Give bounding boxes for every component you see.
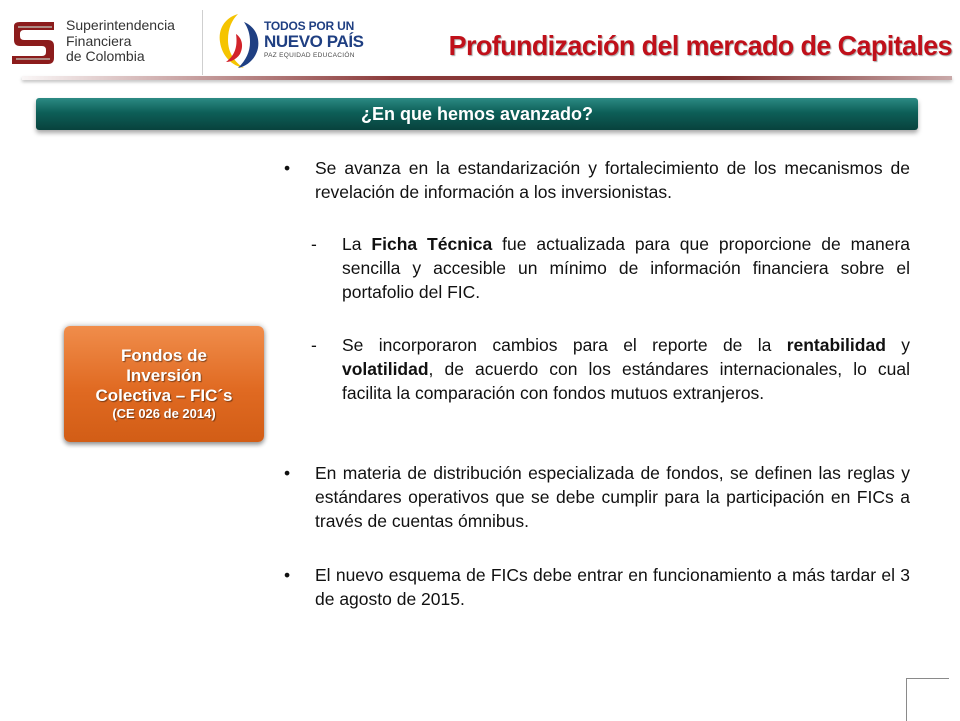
gov-slogan-line-2: NUEVO PAÍS	[264, 32, 364, 51]
gov-emblem-icon	[214, 12, 262, 70]
page-title: Profundización del mercado de Capitales	[448, 30, 952, 61]
bullet-glyph: •	[284, 158, 291, 178]
sub2-pre: Se incorporaron cambios para el reporte de la	[342, 335, 787, 355]
fic-box-line-1: Fondos de	[121, 346, 207, 365]
todos-por-un-nuevo-pais-logo	[214, 10, 374, 76]
sub2-mid: y	[885, 335, 910, 355]
bullet-item-1	[284, 156, 910, 204]
sub2-post: , de acuerdo con los estándares internacionales, lo cual facilita la comparación con fondos mutuos extranjeros.	[342, 359, 910, 403]
bullet-glyph: •	[284, 463, 291, 483]
fic-topic-box	[64, 326, 264, 442]
dash-glyph: -	[311, 335, 317, 355]
sub-item-1	[311, 232, 910, 304]
sub1-pre: La	[342, 234, 372, 254]
sub-text-1	[342, 232, 910, 304]
fic-box-line-2: Inversión	[126, 366, 202, 385]
bullet-text-2: En materia de distribución especializada de fondos, se definen las reglas y estándares operativos que se debe cumplir para la participación en FICs a través de cuentas ómnibus.	[315, 463, 910, 531]
superfinanciera-logo	[8, 18, 188, 74]
superfinanciera-s-icon	[8, 18, 58, 68]
bullet-text-1: Se avanza en la estandarización y fortalecimiento de los mecanismos de revelación de información a los inversionistas.	[315, 158, 910, 202]
gov-slogan-line-1: TODOS POR UN	[264, 19, 355, 33]
sub-text-2	[342, 333, 910, 405]
sfc-line-3: de Colombia	[66, 48, 145, 64]
sub1-bold: Ficha Técnica	[371, 234, 493, 254]
gov-slogan-line-3: PAZ EQUIDAD EDUCACIÓN	[264, 52, 355, 59]
sub2-bold-2: volatilidad	[342, 359, 429, 379]
superfinanciera-name	[66, 18, 186, 65]
corner-frame-mark	[906, 678, 949, 721]
dash-glyph: -	[311, 234, 317, 254]
bullet-item-3	[284, 563, 910, 611]
fic-box-line-3: Colectiva – FIC´s	[95, 386, 233, 405]
bullet-glyph: •	[284, 565, 291, 585]
fic-box-subtitle: (CE 026 de 2014)	[112, 406, 216, 421]
sub-item-2	[311, 333, 910, 405]
bullet-text-3: El nuevo esquema de FICs debe entrar en funcionamiento a más tardar el 3 de agosto de 2015.	[315, 565, 910, 609]
sub1-post: fue actualizada para que proporcione de manera sencilla y accesible un mínimo de información financiera sobre el portafolio del FIC.	[342, 234, 911, 302]
sub2-bold-1: rentabilidad	[786, 335, 886, 355]
sfc-line-1: Superintendencia	[66, 17, 175, 33]
logo-divider	[202, 10, 203, 75]
gov-slogan	[264, 20, 374, 60]
title-underline	[22, 76, 952, 80]
sfc-line-2: Financiera	[66, 32, 132, 49]
section-heading-bar: ¿En que hemos avanzado?	[36, 98, 918, 130]
bullet-item-2	[284, 461, 910, 533]
